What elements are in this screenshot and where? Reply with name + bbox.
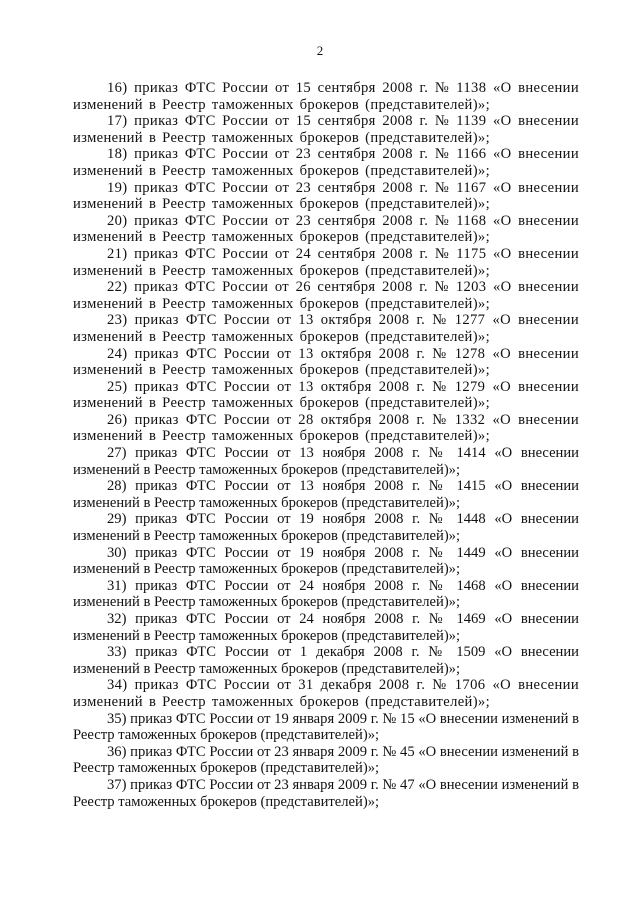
page-number: 2 <box>316 43 324 58</box>
list-item: 24) приказ ФТС России от 13 октября 2008 г. № 1278 «О внесении изменений в Реестр таможенных брокеров (представителей)»; <box>73 345 579 379</box>
list-item: 37) приказ ФТС России от 23 января 2009 г. № 47 «О внесении изменений в Реестр таможенных брокеров (представителей)»; <box>73 776 579 810</box>
list-item: 20) приказ ФТС России от 23 сентября 2008 г. № 1168 «О внесении изменений в Реестр таможенных брокеров (представителей)»; <box>73 212 579 246</box>
list-item: 18) приказ ФТС России от 23 сентября 2008 г. № 1166 «О внесении изменений в Реестр таможенных брокеров (представителей)»; <box>73 146 579 179</box>
list-item: 22) приказ ФТС России от 26 сентября 2008 г. № 1203 «О внесении изменений в Реестр таможенных брокеров (представителей)»; <box>73 279 579 312</box>
list-item: 28) приказ ФТС России от 13 ноября 2008 г. № 1415 «О внесении изменений в Реестр таможенных брокеров (представителей)»; <box>73 478 579 511</box>
list-item: 32) приказ ФТС России от 24 ноября 2008 г. № 1469 «О внесении изменений в Реестр таможенных брокеров (представителей)»; <box>73 611 579 644</box>
list-item: 25) приказ ФТС России от 13 октября 2008 г. № 1279 «О внесении изменений в Реестр таможенных брокеров (представителей)»; <box>73 378 579 412</box>
list-item: 30) приказ ФТС России от 19 ноября 2008 г. № 1449 «О внесении изменений в Реестр таможенных брокеров (представителей)»; <box>73 544 579 578</box>
list-item: 33) приказ ФТС России от 1 декабря 2008 г. № 1509 «О внесении изменений в Реестр таможенных брокеров (представителей)»; <box>73 644 579 677</box>
list-item: 35) приказ ФТС России от 19 января 2009 г. № 15 «О внесении изменений в Реестр таможенных брокеров (представителей)»; <box>73 710 579 744</box>
list-item: 23) приказ ФТС России от 13 октября 2008 г. № 1277 «О внесении изменений в Реестр таможенных брокеров (представителей)»; <box>73 312 579 345</box>
list-item: 27) приказ ФТС России от 13 ноября 2008 г. № 1414 «О внесении изменений в Реестр таможенных брокеров (представителей)»; <box>73 445 579 478</box>
list-item: 31) приказ ФТС России от 24 ноября 2008 г. № 1468 «О внесении изменений в Реестр таможенных брокеров (представителей)»; <box>73 577 579 611</box>
list-item: 29) приказ ФТС России от 19 ноября 2008 г. № 1448 «О внесении изменений в Реестр таможенных брокеров (представителей)»; <box>73 511 579 545</box>
list-item: 17) приказ ФТС России от 15 сентября 2008 г. № 1139 «О внесении изменений в Реестр таможенных брокеров (представителей)»; <box>73 113 579 146</box>
list-item: 16) приказ ФТС России от 15 сентября 2008 г. № 1138 «О внесении изменений в Реестр таможенных брокеров (представителей)»; <box>73 80 579 113</box>
list-item: 36) приказ ФТС России от 23 января 2009 г. № 45 «О внесении изменений в Реестр таможенных брокеров (представителей)»; <box>73 743 579 777</box>
list-item: 26) приказ ФТС России от 28 октября 2008 г. № 1332 «О внесении изменений в Реестр таможенных брокеров (представителей)»; <box>73 411 579 445</box>
list-item: 34) приказ ФТС России от 31 декабря 2008 г. № 1706 «О внесении изменений в Реестр таможенных брокеров (представителей)»; <box>73 677 579 710</box>
list-item: 21) приказ ФТС России от 24 сентября 2008 г. № 1175 «О внесении изменений в Реестр таможенных брокеров (представителей)»; <box>73 245 579 279</box>
list-item: 19) приказ ФТС России от 23 сентября 2008 г. № 1167 «О внесении изменений в Реестр таможенных брокеров (представителей)»; <box>73 179 579 213</box>
order-list <box>73 80 579 810</box>
